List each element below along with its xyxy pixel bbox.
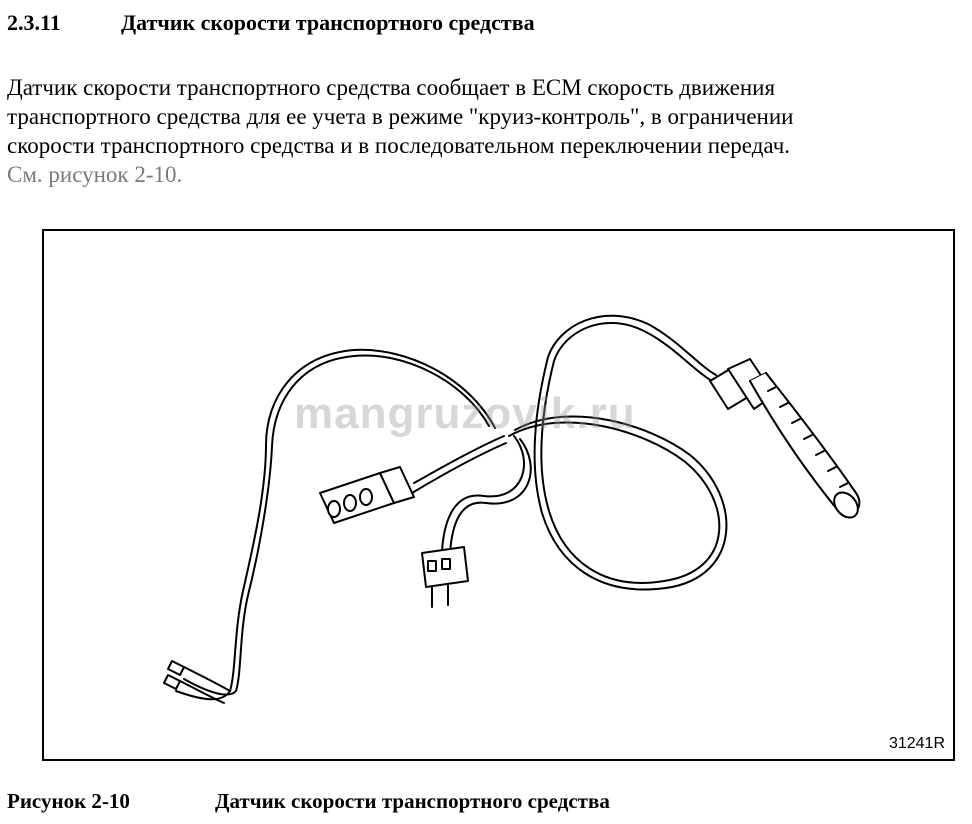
figure-frame xyxy=(42,229,955,761)
figure-id: 31241R xyxy=(888,735,945,752)
section-number: 2.3.11 xyxy=(7,10,61,35)
body-line-3: скорости транспортного средства и в последовательном переключении передач. xyxy=(7,133,791,158)
caption-title: Датчик скорости транспортного средства xyxy=(215,789,610,813)
body-line-2: транспортного средства для ее учета в режиме "круиз-контроль", в ограничении xyxy=(7,104,794,129)
small-connector xyxy=(422,547,468,607)
speed-sensor-illustration xyxy=(44,231,955,761)
caption-number: Рисунок 2-10 xyxy=(7,789,130,813)
body-paragraph xyxy=(7,73,957,189)
figure-reference-link[interactable]: См. рисунок 2-10. xyxy=(7,162,183,187)
sensor-body xyxy=(710,359,863,522)
right-wire-loop xyxy=(509,316,726,590)
left-connector xyxy=(320,436,506,523)
middle-wire-branch xyxy=(442,436,531,553)
watermark: mangruzovik.ru xyxy=(294,389,636,438)
section-title: Датчик скорости транспортного средства xyxy=(121,10,535,35)
body-line-1: Датчик скорости транспортного средства сообщает в ECM скорость движения xyxy=(7,75,776,100)
